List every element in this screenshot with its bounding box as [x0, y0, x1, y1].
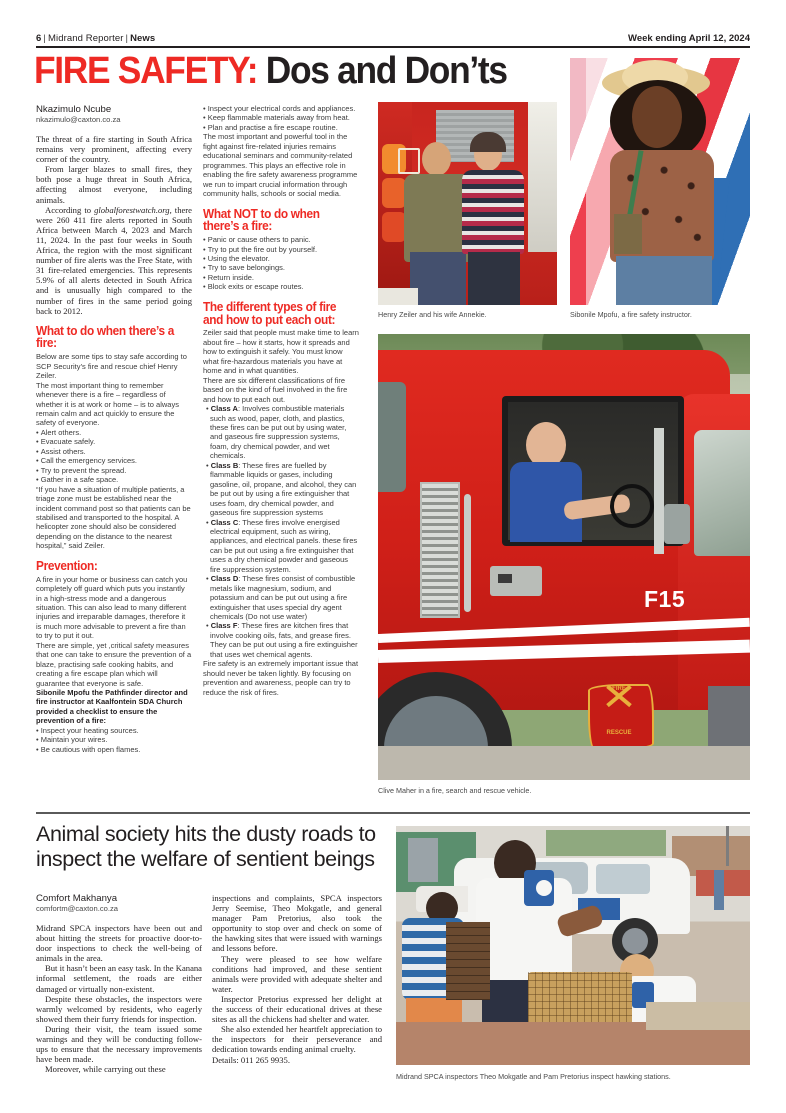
- intro-paragraph-1: The threat of a fire starting in South Africa remains very prominent, affecting every corner of the country.: [36, 134, 192, 165]
- bullet-text: Assist others.: [40, 446, 86, 456]
- what-not-bullet-4: • Try to save belongings.: [203, 263, 285, 273]
- fire-class-text: : These fires consist of combustible metals like magnesium, sodium, and potassium and can be put out using a fire extinguisher that uses special dry agent chemicals (Do not use water): [210, 574, 356, 622]
- bullet-text: Maintain your wires.: [40, 735, 108, 745]
- what-not-bullet-6: • Block exits or escape routes.: [203, 282, 304, 292]
- article-1-intro: [36, 134, 192, 316]
- emblem-top-text: FIRE: [612, 686, 626, 692]
- photo-fire-truck: [378, 334, 750, 780]
- fire-class-label: Class C: [210, 517, 239, 527]
- photo-henry-zeiler-couple: [378, 102, 557, 305]
- fire-class-label: Class B: [210, 460, 239, 470]
- caption-henry-zeiler: Henry Zeiler and his wife Annekie.: [378, 310, 487, 319]
- bullet-text: Plan and practise a fire escape routine.: [207, 122, 338, 132]
- section-body-what-to-do: [36, 352, 192, 551]
- bullet-text: Inspect your electrical cords and appliances.: [207, 104, 356, 113]
- photo-sibonile-mpofu: [570, 58, 750, 305]
- emblem-bottom-text: RESCUE: [606, 730, 632, 736]
- prevention-bullet-5: • Keep flammable materials away from heat.: [203, 113, 350, 123]
- headline-rest: Dos and Don’ts: [257, 50, 507, 92]
- byline-email: nkazimulo@caxton.co.za: [36, 115, 121, 124]
- prevention-after-bullets: The most important and powerful tool in the fight against fire-related injuries remains educational seminars and community-related programmes. This plays an effective role in enabling the fire safety awareness programme we run to impart crucial information through community halls, schools or social media.: [203, 132, 358, 199]
- article-divider-rule: [36, 812, 750, 814]
- bullet-text: Return inside.: [207, 272, 254, 282]
- article-2-body-left: [36, 923, 202, 1074]
- fire-class-a: • Class A: Involves combustible materials such as wood, paper, cloth, and plastics, these fires can be put out by using water, and gaseous fire suppression systems, foam, dry chemical powder, and wet chemicals.: [206, 404, 347, 461]
- fire-class-text: : These fires are kitchen fires that involve cooking oils, fats, and grease fires. They can be put out using a fire extinguisher that uses wet chemical agents.: [210, 621, 358, 659]
- masthead-left: [36, 33, 155, 44]
- article-2-title: Animal society hits the dusty roads to inspect the welfare of sentient beings: [36, 822, 376, 871]
- fire-class-label: Class D: [210, 574, 239, 584]
- types-para-2: There are six different classifications of fire based on the kind of fuel involved in the fire and how to put each out.: [203, 375, 348, 404]
- spca-para-7: They were pleased to see how welfare conditions had improved, and these sentient animals were provided with adequate shelter and water.: [212, 953, 382, 994]
- section-body-prevention: [36, 575, 192, 755]
- bullet-text: Keep flammable materials away from heat.: [207, 113, 350, 123]
- prevention-bullet-3: • Be cautious with open flames.: [36, 744, 141, 754]
- section-body-what-not-to-do: [203, 235, 359, 292]
- masthead-separator-2: |: [125, 33, 129, 44]
- prevention-para-2: There are simple, yet ,critical safety measures that one can take to ensure the prevention of a blaze, practising safe cooking habits, and creating a fire escape plan which will guarantee that everyone is safe.: [36, 640, 192, 688]
- spca-para-3: Despite these obstacles, the inspectors were warmly welcomed by residents, who eagerly showed them their furry friends for inspection.: [36, 993, 202, 1024]
- spca-para-5: Moreover, while carrying out these: [45, 1064, 166, 1075]
- bullet-text: Inspect your heating sources.: [40, 725, 139, 735]
- section-heading-types-of-fire: The different types of fire and how to put each out:: [203, 299, 337, 327]
- section-heading-what-to-do: What to do when there’s a fire:: [36, 323, 175, 351]
- fire-class-b: • Class B: These fires are fuelled by flammable liquids or gases, including gasoline, oil, propane, and alcohol, they can be put out by using a fire extinguisher that uses foam, dry chemical powder, and gaseous fire suppression systems: [206, 460, 357, 518]
- what-to-do-bullet-6: • Gather in a safe space.: [36, 475, 119, 485]
- what-to-do-closing: “If you have a situation of multiple patients, a triage zone must be established near the incident command post so that patients can be stabilised and transported to the hospital. A helicopter zone should also be considered depending on the distance to the nearest hospital,” said Zeiler.: [36, 484, 191, 551]
- byline-name-2: Comfort Makhanya: [36, 893, 118, 904]
- what-to-do-bullet-2: • Evacuate safely.: [36, 437, 96, 447]
- prevention-para-1: A fire in your home or business can catch you completely off guard which puts you instantly in a high-stress mode and a dangerous situation. This can also lead to many different injuries and irreparable damages, therefore it is much more advisable to prevent a fire than to try to put it out.: [36, 574, 188, 641]
- bullet-text: Alert others.: [40, 427, 82, 437]
- masthead: [36, 28, 750, 44]
- prevention-bullet-2: • Maintain your wires.: [36, 735, 108, 745]
- article-2-column-1: [36, 893, 202, 1074]
- spca-para-4: During their visit, the team issued some warnings and they will be conducting follow-ups to ensure that the necessary improvements have been made.: [36, 1023, 202, 1065]
- caption-sibonile-mpofu: Sibonile Mpofu, a fire safety instructor.: [570, 310, 692, 319]
- byline-name: Nkazimulo Ncube: [36, 104, 112, 115]
- prevention-bold-lead: Sibonile Mpofu the Pathfinder director and fire instructor at Kaalfontein SDA Church provided a checklist to ensure the prevention of a fire:: [36, 688, 188, 726]
- headline-kicker: FIRE SAFETY:: [34, 50, 258, 92]
- prevention-continued: [203, 104, 359, 199]
- bullet-text: Evacuate safely.: [40, 437, 96, 447]
- fire-class-f: • Class F: These fires are kitchen fires that involve cooking oils, fats, and grease fires. They can be put out using a fire extinguisher that uses wet chemical agents.: [206, 621, 358, 659]
- fire-class-c: • Class C: These fires involve energised electrical equipment, such as wiring, appliances, and electrical panels. these fires can be put out using a fire extinguisher that uses a dry chemical powder and gaseous fire suppression system.: [206, 517, 358, 574]
- spca-details: Details: 011 265 9935.: [212, 1054, 290, 1065]
- what-not-bullet-5: • Return inside.: [203, 272, 254, 282]
- intro-paragraph-3: According to globalforestwatch.org, there were 260 411 fire alerts reported in South Africa between March 4, 2023 and March 11, 2024. In the past four weeks in South Africa, the region with the most significant number of fire alerts was the Free State, with 31 fire-related emergencies. This represents 5.9% of all alerts detected in South Africa and is unusually high compared to the number of fires in the same period going back to 2012.: [36, 204, 192, 316]
- article-1-column-2: [203, 104, 359, 697]
- masthead-separator-1: |: [43, 33, 46, 44]
- photo-spca-inspection: [396, 826, 750, 1065]
- fire-class-text: : Involves combustible materials such as wood, paper, cloth, and plastics, these fires can be put out by using water, and gaseous fire suppression systems, foam, dry chemical powder, and wet chemicals.: [210, 404, 347, 461]
- what-to-do-bullet-4: • Call the emergency services.: [36, 456, 138, 466]
- bullet-text: Try to save belongings.: [207, 263, 285, 273]
- bullet-text: Panic or cause others to panic.: [207, 235, 311, 245]
- article-2-column-2: [212, 893, 382, 1065]
- section-name: News: [130, 33, 156, 44]
- prevention-bullet-6: • Plan and practise a fire escape routine.: [203, 122, 338, 132]
- what-to-do-para-1: Below are some tips to stay safe according to SCP Security’s fire and rescue chief Henry Zeiler.: [36, 352, 187, 381]
- bullet-text: Be cautious with open flames.: [40, 744, 141, 754]
- what-to-do-bullet-1: • Alert others.: [36, 427, 82, 437]
- masthead-rule: [36, 46, 750, 48]
- section-heading-what-not-to-do: What NOT to do when there’s a fire:: [203, 206, 320, 234]
- what-not-bullet-2: • Try to put the fire out by yourself.: [203, 244, 318, 254]
- types-para-1: Zeiler said that people must make time to learn about fire – how it starts, how it spreads and how to extinguish it safely. You must know what fire-hazardous materials you have at home and in what quantities.: [203, 328, 359, 376]
- bullet-text: Gather in a safe space.: [40, 475, 119, 485]
- spca-para-2: But it hasn’t been an easy task. In the Kanana informal settlement, the roads are either damaged or virtually non-existent.: [36, 963, 202, 994]
- truck-number-label: F15: [644, 586, 686, 612]
- bullet-text: Call the emergency services.: [40, 456, 138, 466]
- article-2-body-right: [212, 893, 382, 1065]
- page-title: [34, 50, 507, 92]
- caption-fire-truck: Clive Maher in a fire, search and rescue vehicle.: [378, 786, 532, 795]
- spca-para-6: inspections and complaints, SPCA inspectors Jerry Seemise, Theo Mokgatle, and general manager Pam Pretorius, also took the opportunity to stop over and check on some of the hawking sites that were issued with warnings and lessons before.: [212, 893, 382, 954]
- prevention-bullet-4: • Inspect your electrical cords and appliances.: [203, 104, 356, 113]
- bullet-text: Using the elevator.: [207, 254, 270, 264]
- issue-date: Week ending April 12, 2024: [628, 33, 750, 44]
- what-to-do-para-2: The most important thing to remember whenever there is a fire – regardless of whether it is at work or home – is to always remain calm and act quickly to ensure the safety of everyone.: [36, 380, 179, 428]
- fire-class-d: • Class D: These fires consist of combustible metals like magnesium, sodium, and potassium and can be put out using a fire extinguisher that uses special dry agent chemicals (Do not use water): [206, 574, 356, 622]
- fire-class-label: Class A: [210, 404, 238, 414]
- page-folio: 6: [36, 33, 42, 44]
- what-to-do-bullet-3: • Assist others.: [36, 446, 86, 456]
- fire-class-label: Class F: [210, 621, 238, 631]
- spca-para-1: Midrand SPCA inspectors have been out and about hitting the streets for proactive door-to-door inspections to check the well-being of animals in the area.: [36, 923, 202, 964]
- spca-para-8: Inspector Pretorius expressed her delight at the success of their educational drives at these sites as all the chickens had shelter and water.: [212, 993, 382, 1025]
- fire-class-text: : These fires are fuelled by flammable liquids or gases, including gasoline, oil, propane, and alcohol, they can be put out by using a fire extinguisher that uses foam, dry chemical powder, and gaseous fire suppression systems: [210, 460, 357, 518]
- what-not-bullet-1: • Panic or cause others to panic.: [203, 235, 311, 245]
- prevention-bullet-1: • Inspect your heating sources.: [36, 725, 139, 735]
- types-closing: Fire safety is an extremely important issue that should never be taken lightly. By focusing on prevention and awareness, people can try to reduce the risk of fires.: [203, 659, 359, 697]
- caption-spca-inspection: Midrand SPCA inspectors Theo Mokgatle and Pam Pretorius inspect hawking stations.: [396, 1072, 671, 1081]
- article-1-column-1: [36, 104, 192, 754]
- intro-paragraph-2: From larger blazes to small fires, they both pose a huge threat in South Africa, affecting almost everyone, including animals.: [36, 164, 192, 205]
- spca-para-9: She also extended her heartfelt appreciation to the inspectors for their perseverance and dedication towards ending animal cruelty.: [212, 1024, 382, 1055]
- bullet-text: Try to prevent the spread.: [40, 465, 127, 475]
- byline-email-2: comfortm@caxton.co.za: [36, 904, 118, 913]
- bullet-text: Try to put the fire out by yourself.: [207, 244, 318, 254]
- fire-class-text: : These fires involve energised electrical equipment, such as wiring, appliances, and electrical panels. these fires can be put out using a fire extinguisher that uses a dry chemical powder and gaseous fire suppression system.: [210, 517, 358, 574]
- what-not-bullet-3: • Using the elevator.: [203, 254, 270, 264]
- what-to-do-bullet-5: • Try to prevent the spread.: [36, 465, 127, 475]
- publication-name: Midrand Reporter: [47, 33, 124, 44]
- section-body-types-of-fire: [203, 328, 359, 697]
- cited-source: globalforestwatch.org: [94, 204, 170, 215]
- bullet-text: Block exits or escape routes.: [207, 282, 304, 292]
- section-heading-prevention: Prevention:: [36, 558, 98, 573]
